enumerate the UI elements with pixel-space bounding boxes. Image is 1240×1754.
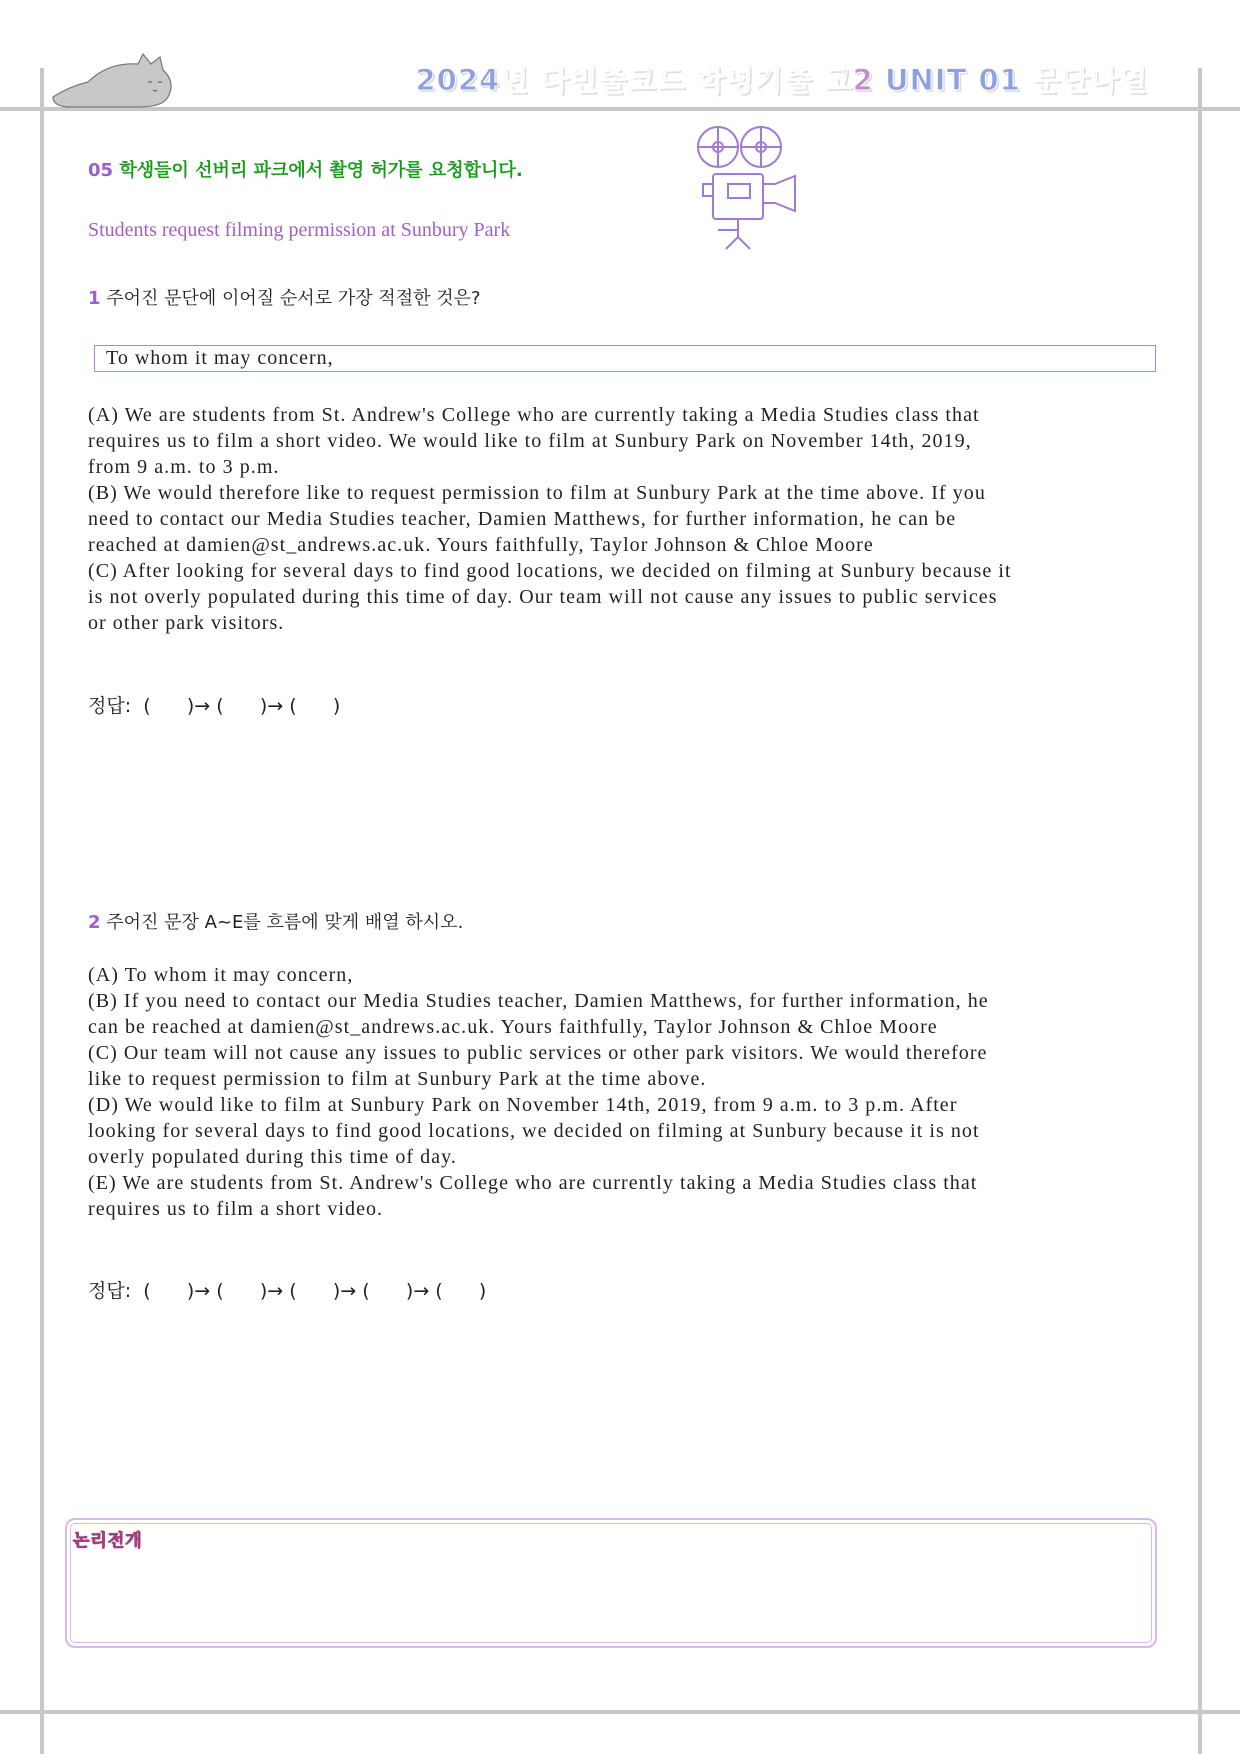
- passage-line: from 9 a.m. to 3 p.m.: [88, 456, 280, 478]
- question-number: 1: [88, 288, 101, 309]
- question-text: 주어진 문장 A~E를 흐름에 맞게 배열 하시오.: [106, 912, 464, 933]
- passage-line: (C) Our team will not cause any issues to public services or other park visitors. We would therefore: [88, 1042, 988, 1064]
- title-unit: UNIT 01: [884, 63, 1021, 97]
- header-divider: [0, 107, 1240, 111]
- passage-line: (D) We would like to film at Sunbury Park on November 14th, 2019, from 9 a.m. to 3 p.m. After: [88, 1094, 958, 1116]
- passage-line: (B) We would therefore like to request permission to film at Sunbury Park at the time above. If you: [88, 482, 986, 504]
- title-year: 2024년: [415, 63, 530, 97]
- page-title: [415, 58, 1148, 99]
- passage-line: need to contact our Media Studies teacher, Damien Matthews, for further information, he can be: [88, 508, 957, 530]
- passage-line: like to request permission to film at Sunbury Park at the time above.: [88, 1068, 707, 1090]
- section-title-en: Students request filming permission at Sunbury Park: [88, 219, 511, 241]
- passage-line: (B) If you need to contact our Media Studies teacher, Damien Matthews, for further information, he: [88, 990, 989, 1012]
- question-1-prompt: [88, 284, 481, 310]
- section-number: 05: [88, 160, 114, 181]
- title-type: 문단나열: [1031, 63, 1148, 97]
- cat-illustration-icon: [48, 52, 183, 110]
- passage-line: can be reached at damien@st_andrews.ac.uk. Yours faithfully, Taylor Johnson & Chloe Moore: [88, 1016, 938, 1038]
- left-margin-line: [40, 68, 44, 1754]
- question-number: 2: [88, 912, 101, 933]
- passage-line: (C) After looking for several days to find good locations, we decided on filming at Sunbury because it: [88, 560, 1012, 582]
- section-heading: [88, 156, 523, 182]
- passage-line: (A) We are students from St. Andrew's College who are currently taking a Media Studies class that: [88, 404, 980, 426]
- passage-line: (E) We are students from St. Andrew's College who are currently taking a Media Studies class that: [88, 1172, 978, 1194]
- passage-line: or other park visitors.: [88, 612, 285, 634]
- title-source: 학평기출: [696, 63, 813, 97]
- question-text: 주어진 문단에 이어질 순서로 가장 적절한 것은?: [106, 288, 481, 309]
- section-title-kr: 학생들이 선버리 파크에서 촬영 허가를 요청합니다.: [119, 160, 523, 181]
- question-2-prompt: [88, 908, 463, 934]
- film-camera-icon: [688, 122, 813, 252]
- logic-flow-box[interactable]: [65, 1518, 1157, 1648]
- q1-answer-blank[interactable]: 정답: ( )→ ( )→ ( ): [88, 695, 341, 717]
- q2-passage: [88, 962, 989, 1222]
- passage-line: requires us to film a short video. We would like to film at Sunbury Park on November 14th, 2019,: [88, 430, 972, 452]
- right-margin-line: [1198, 68, 1202, 1754]
- passage-line: requires us to film a short video.: [88, 1198, 384, 1220]
- logic-flow-label: 논리전개: [73, 1531, 143, 1551]
- title-series: 다빈출코드: [540, 63, 686, 97]
- given-paragraph-box: To whom it may concern,: [94, 345, 1156, 372]
- passage-line: (A) To whom it may concern,: [88, 964, 354, 986]
- passage-line: reached at damien@st_andrews.ac.uk. Yours faithfully, Taylor Johnson & Chloe Moore: [88, 534, 874, 556]
- title-grade: 고2: [823, 63, 874, 97]
- passage-line: overly populated during this time of day.: [88, 1146, 457, 1168]
- footer-divider: [0, 1710, 1240, 1714]
- q1-passage: [88, 402, 1012, 636]
- passage-line: looking for several days to find good locations, we decided on filming at Sunbury because it is not: [88, 1120, 980, 1142]
- q2-answer-blank[interactable]: 정답: ( )→ ( )→ ( )→ ( )→ ( ): [88, 1280, 487, 1302]
- passage-line: is not overly populated during this time of day. Our team will not cause any issues to public services: [88, 586, 998, 608]
